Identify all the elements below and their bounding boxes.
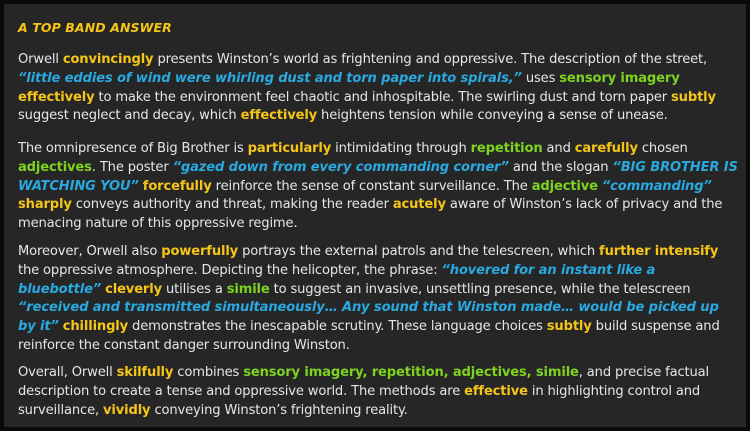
quotation: “received and transmitted simultaneously… Any sound that Winston made… would be picked up by it” bbox=[18, 300, 719, 335]
answer-heading: A TOP BAND ANSWER bbox=[18, 20, 172, 35]
body-text: uses bbox=[521, 70, 560, 86]
evaluative-adverb: sharply bbox=[18, 197, 72, 213]
body-text: intimidating through bbox=[331, 141, 471, 156]
body-text: suggest neglect and decay, which bbox=[18, 108, 241, 124]
paragraph-big-brother bbox=[18, 140, 738, 234]
evaluative-adverb: subtly bbox=[671, 89, 716, 105]
quotation: “little eddies of wind were whirling dust and torn paper into spirals,” bbox=[18, 70, 522, 86]
paragraph-street-description bbox=[18, 51, 738, 126]
body-text: , and precise factual description to create a tense and oppressive world. The methods are bbox=[18, 365, 710, 399]
evaluative-adverb: particularly bbox=[247, 141, 332, 156]
evaluative-adverb: chillingly bbox=[62, 319, 129, 335]
body-text: conveying Winston’s frightening reality. bbox=[150, 402, 408, 418]
technique-term: sensory imagery bbox=[559, 70, 680, 86]
body-text: utilises a bbox=[161, 281, 227, 297]
body-text: presents Winston’s world as frightening and oppressive. The description of the street, bbox=[153, 52, 708, 67]
body-text: heightens tension while conveying a sense of unease. bbox=[317, 108, 668, 124]
technique-term: adjective bbox=[531, 178, 598, 194]
quotation: “commanding” bbox=[601, 178, 712, 194]
body-text: to suggest an invasive, unsettling presence, while the telescreen bbox=[269, 281, 691, 297]
body-text: portrays the external patrols and the telescreen, which bbox=[238, 244, 600, 259]
evaluative-adverb: vividly bbox=[103, 402, 151, 418]
evaluative-adverb: effectively bbox=[18, 89, 95, 105]
quotation: “BIG BROTHER IS WATCHING YOU” bbox=[18, 159, 738, 194]
body-text: conveys authority and threat, making the reader bbox=[71, 197, 393, 213]
body-text: chosen bbox=[637, 141, 688, 156]
body-text: reinforce the sense of constant surveillance. The bbox=[211, 178, 532, 194]
body-text: Overall, Orwell bbox=[18, 365, 117, 380]
quotation: “gazed down from every commanding corner” bbox=[172, 159, 509, 175]
body-text: demonstrates the inescapable scrutiny. These language choices bbox=[128, 319, 547, 335]
body-text: combines bbox=[173, 365, 244, 380]
evaluative-adverb: effectively bbox=[240, 108, 318, 124]
body-text: aware of Winston’s lack of privacy and the menacing nature of this oppressive regime. bbox=[18, 197, 723, 232]
paragraph-conclusion bbox=[18, 364, 738, 420]
paragraph-patrols-telescreen bbox=[18, 243, 738, 356]
body-text: the oppressive atmosphere. Depicting the helicopter, the phrase: bbox=[18, 262, 442, 278]
answer-panel bbox=[4, 4, 746, 427]
body-text: . The poster bbox=[91, 159, 173, 175]
body-text: to make the environment feel chaotic and inhospitable. The swirling dust and torn paper bbox=[94, 89, 672, 105]
evaluative-adverb: skilfully bbox=[116, 365, 174, 380]
body-text: in highlighting control and surveillance, bbox=[18, 383, 701, 418]
evaluative-adverb: forcefully bbox=[142, 178, 212, 194]
evaluative-adverb: acutely bbox=[392, 197, 446, 213]
body-text: The omnipresence of Big Brother is bbox=[18, 141, 248, 156]
body-text: and bbox=[542, 141, 575, 156]
body-text: build suspense and reinforce the constant danger surrounding Winston. bbox=[18, 319, 720, 353]
evaluative-adverb: cleverly bbox=[105, 281, 162, 297]
evaluative-adverb: carefully bbox=[574, 141, 638, 156]
body-text: Moreover, Orwell also bbox=[18, 244, 162, 259]
quotation: “hovered for an instant like a bluebottle” bbox=[18, 262, 656, 297]
technique-term: sensory imagery, repetition, adjectives, simile bbox=[243, 365, 579, 380]
evaluative-adverb: powerfully bbox=[161, 244, 239, 259]
evaluative-adverb: further intensify bbox=[599, 244, 719, 259]
technique-term: simile bbox=[226, 281, 270, 297]
evaluative-adverb: effective bbox=[464, 383, 528, 399]
technique-term: adjectives bbox=[18, 159, 92, 175]
evaluative-adverb: convincingly bbox=[62, 52, 154, 67]
evaluative-adverb: subtly bbox=[546, 319, 592, 335]
body-text: and the slogan bbox=[508, 159, 613, 175]
technique-term: repetition bbox=[470, 141, 543, 156]
body-text: Orwell bbox=[18, 52, 63, 67]
